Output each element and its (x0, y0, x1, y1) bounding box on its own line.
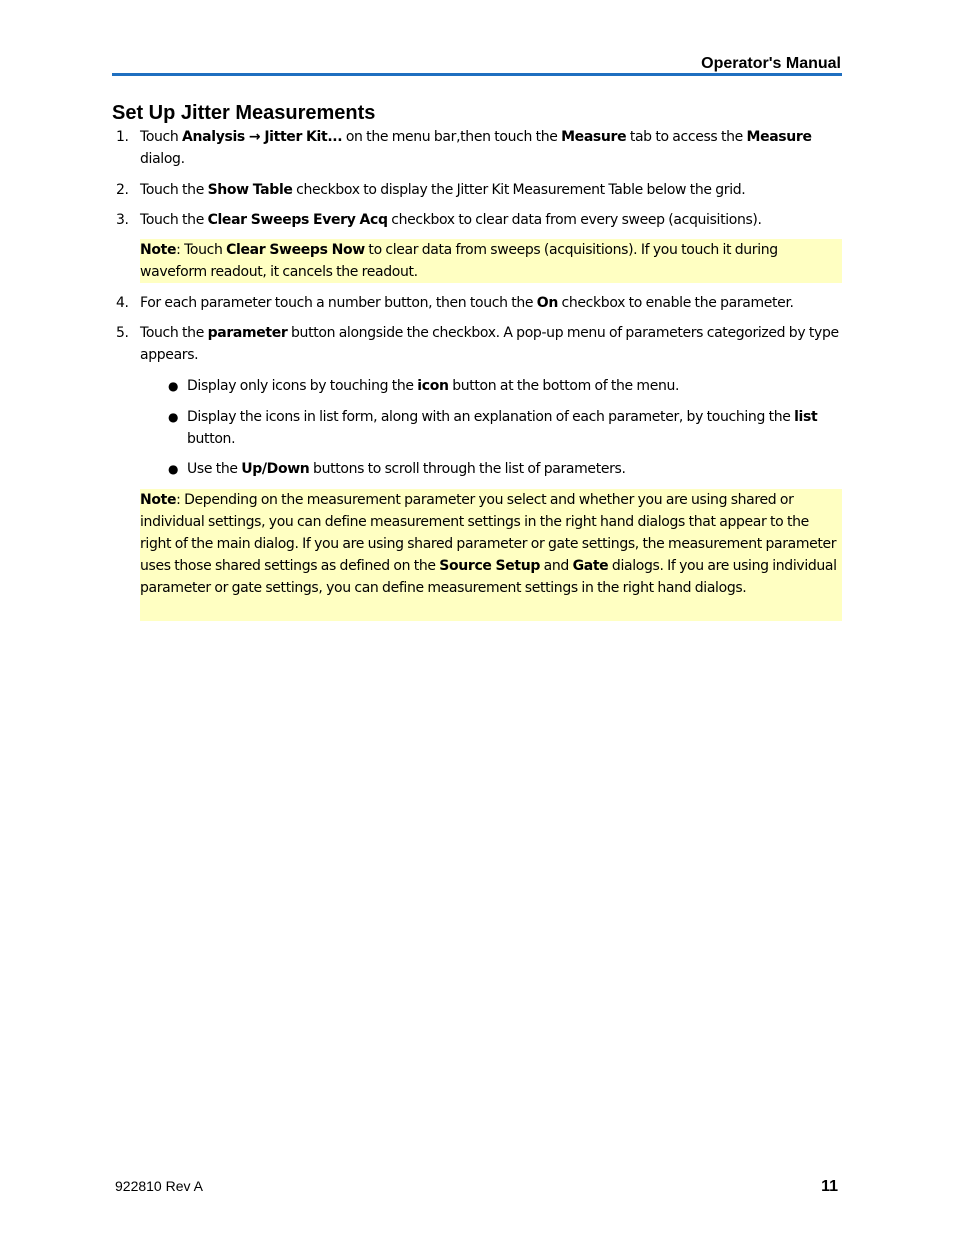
note-label: Note (140, 492, 177, 508)
step-2 (116, 179, 842, 201)
step-text: dialog. (140, 151, 185, 167)
manual-title: Operator's Manual (701, 55, 841, 72)
document-revision: 922810 Rev A (115, 1178, 203, 1194)
control-name: Clear Sweeps Now (226, 242, 365, 258)
bullet-text: Use the (187, 461, 242, 477)
note-text: and (540, 558, 573, 574)
note-text: : Touch (176, 242, 227, 258)
step-text: tab to access the (626, 129, 747, 145)
dialog-name: Measure (746, 129, 812, 145)
bullet-item-3 (168, 458, 842, 480)
step-text: checkbox to display the Jitter Kit Measurement Table below the grid. (292, 182, 746, 198)
step-text: checkbox to enable the parameter. (557, 295, 794, 311)
note-box (140, 239, 842, 283)
control-name: list (794, 409, 818, 425)
step-text: Touch the (140, 212, 208, 228)
step-text: Touch the (140, 325, 208, 341)
dialog-name: Source Setup (439, 558, 541, 574)
step-5 (116, 322, 842, 366)
note-box (140, 489, 842, 621)
step-number: 3. (116, 212, 129, 228)
control-name: Up/Down (241, 461, 310, 477)
step-text: For each parameter touch a number button, then touch the (140, 295, 537, 311)
menu-path: Analysis → Jitter Kit... (182, 129, 343, 145)
control-name: On (536, 295, 558, 311)
step-number: 2. (116, 182, 129, 198)
step-text: Touch the (140, 182, 208, 198)
bullet-text: button. (187, 431, 236, 447)
step-text: button alongside the checkbox. A pop-up menu of parameters categorized by type appears. (140, 325, 839, 363)
step-text: checkbox to clear data from every sweep (acquisitions). (387, 212, 762, 228)
bullet-item-1 (168, 375, 842, 397)
step-number: 4. (116, 295, 129, 311)
page-number: 11 (821, 1178, 838, 1195)
section-heading: Set Up Jitter Measurements (112, 102, 376, 124)
control-name: Clear Sweeps Every Acq (207, 212, 388, 228)
bullet-item-2 (168, 406, 842, 450)
bullet-text: Display only icons by touching the (187, 378, 418, 394)
bullet-icon: ● (168, 379, 179, 393)
step-number: 1. (116, 129, 129, 145)
control-name: Show Table (207, 182, 293, 198)
step-text: on the menu bar,then touch the (342, 129, 562, 145)
note-text: : Depending on the measurement parameter you select and whether you are using shared or individual settings, you can define measurement settings in the right hand dialogs that appear to the right of the main dialog. If you are using shared parameter or gate settings, the measurement parameter uses those shared settings as defined on the (140, 492, 837, 574)
control-name: icon (417, 378, 449, 394)
note-text: to clear data from sweeps (acquisitions). If you touch it during waveform readout, it cancels the readout. (140, 242, 778, 280)
step-1 (116, 126, 842, 170)
step-3 (116, 209, 842, 231)
step-text: Touch (140, 129, 183, 145)
tab-name: Measure (561, 129, 627, 145)
bullet-text: button at the bottom of the menu. (448, 378, 680, 394)
step-number: 5. (116, 325, 129, 341)
dialog-name: Gate (572, 558, 609, 574)
bullet-icon: ● (168, 462, 179, 476)
header-divider (112, 73, 842, 76)
bullet-text: buttons to scroll through the list of parameters. (309, 461, 626, 477)
note-label: Note (140, 242, 177, 258)
note-text: dialogs. If you are using individual parameter or gate settings, you can define measurement settings in the right hand dialogs. (140, 558, 837, 596)
bullet-icon: ● (168, 410, 179, 424)
control-name: parameter (207, 325, 288, 341)
step-4 (116, 292, 842, 314)
bullet-text: Display the icons in list form, along with an explanation of each parameter, by touching the (187, 409, 795, 425)
